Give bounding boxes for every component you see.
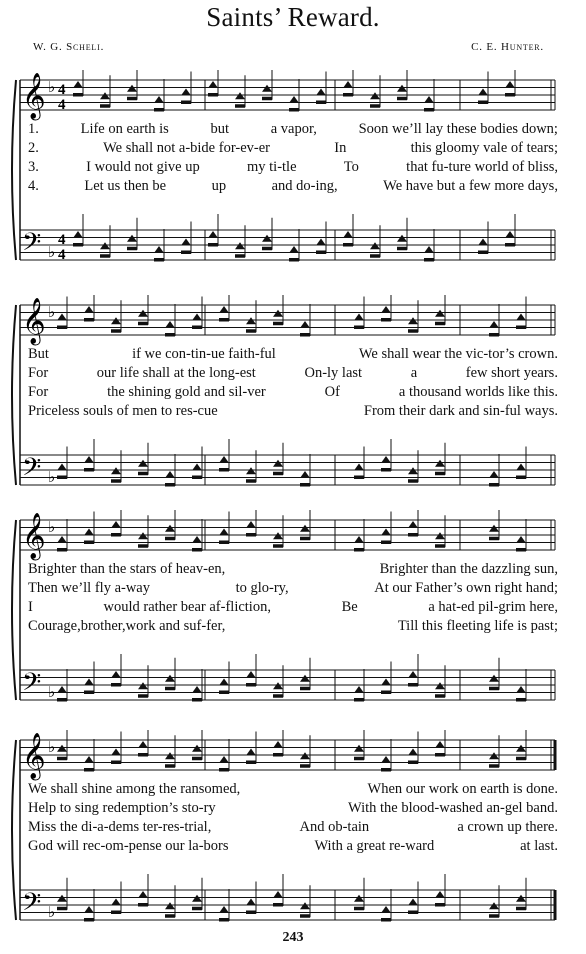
treble-clef-icon: 𝄞 (22, 733, 46, 779)
note-head (111, 317, 121, 324)
lyric-fragment: I (28, 599, 33, 615)
verse-line (28, 383, 558, 402)
lyric-fragment: 1. (28, 121, 39, 137)
note-head (192, 314, 202, 321)
note-head (381, 456, 391, 463)
note-head (435, 460, 445, 467)
note-head (370, 92, 380, 99)
treble-clef-icon: 𝄞 (22, 298, 46, 344)
note-head (262, 235, 272, 242)
verse-line (28, 177, 558, 196)
verse-line (28, 364, 558, 383)
note-head (505, 81, 515, 88)
verse-line (28, 780, 558, 799)
note-head (73, 81, 83, 88)
note-head (408, 899, 418, 906)
note-head (354, 745, 364, 752)
note-head (408, 467, 418, 474)
lyric-fragment: To (343, 159, 359, 175)
flat-key-signature-icon: ♭ (48, 468, 56, 486)
note-head (246, 671, 256, 678)
note-head (84, 456, 94, 463)
note-head (154, 96, 164, 103)
verse-line (28, 345, 558, 364)
note-head (316, 89, 326, 96)
note-head (181, 89, 191, 96)
note-head (57, 686, 67, 693)
note-head (84, 679, 94, 686)
note-head (435, 741, 445, 748)
note-head (111, 467, 121, 474)
lyric-fragment: Brighter than the dazzling sun, (379, 561, 558, 577)
note-head (84, 756, 94, 763)
lyric-fragment: I would not give up (86, 159, 200, 175)
note-head (381, 906, 391, 913)
lyric-fragment: a vapor, (270, 121, 317, 137)
note-head (435, 682, 445, 689)
flat-key-signature-icon: ♭ (48, 738, 56, 756)
note-head (397, 235, 407, 242)
lyric-fragment: 2. (28, 140, 39, 156)
flat-key-signature-icon: ♭ (48, 518, 56, 536)
note-head (192, 686, 202, 693)
lyric-fragment: at last. (520, 838, 558, 854)
verse-line (28, 139, 558, 158)
bass-staff (20, 439, 555, 488)
note-head (57, 895, 67, 902)
note-head (100, 92, 110, 99)
flat-key-signature-icon: ♭ (48, 78, 56, 96)
note-head (489, 471, 499, 478)
treble-staff (20, 70, 555, 121)
lyric-fragment: Miss the di-a-dems ter-res-trial, (28, 819, 212, 835)
lyric-fragment: Of (324, 384, 340, 400)
note-head (165, 675, 175, 682)
lyric-fragment: Let us then be (84, 178, 167, 194)
note-head (408, 749, 418, 756)
lyric-fragment: Priceless souls of men to res-cue (28, 403, 218, 419)
note-head (84, 306, 94, 313)
note-head (138, 532, 148, 539)
lyric-fragment: this gloomy vale of tears; (410, 140, 558, 156)
note-head (165, 471, 175, 478)
lyric-fragment: the shining gold and sil-ver (107, 384, 266, 400)
note-head (262, 85, 272, 92)
note-head (219, 456, 229, 463)
lyric-fragment: We shall wear the vic-tor’s crown. (358, 346, 558, 362)
note-head (219, 529, 229, 536)
note-head (343, 231, 353, 238)
note-head (354, 686, 364, 693)
svg-text:4: 4 (58, 82, 66, 98)
lyric-fragment: Then we’ll fly a-way (28, 580, 150, 596)
note-head (57, 536, 67, 543)
note-head (316, 239, 326, 246)
verse-line (28, 818, 558, 837)
bass-clef-icon: 𝄢 (22, 453, 42, 488)
bass-clef-icon: 𝄢 (22, 228, 42, 263)
note-head (127, 235, 137, 242)
lyric-fragment: And ob-tain (299, 819, 370, 835)
note-head (300, 752, 310, 759)
note-head (478, 89, 488, 96)
note-head (408, 317, 418, 324)
note-head (381, 679, 391, 686)
bass-staff (20, 654, 555, 703)
treble-staff (20, 730, 555, 781)
lyric-fragment: a thousand worlds like this. (398, 384, 558, 400)
note-head (397, 85, 407, 92)
note-head (489, 902, 499, 909)
note-head (246, 749, 256, 756)
lyric-fragment: With the blood-washed an-gel band. (347, 800, 558, 816)
lyric-fragment: a crown up there. (457, 819, 558, 835)
note-head (505, 231, 515, 238)
lyric-fragment: Help to sing redemption’s sto-ry (28, 800, 216, 816)
bass-clef-icon: 𝄢 (22, 668, 42, 703)
verse-block (28, 560, 558, 636)
note-head (489, 752, 499, 759)
note-head (219, 306, 229, 313)
note-head (300, 525, 310, 532)
lyric-fragment: Life on earth is (80, 121, 169, 137)
verse-block (28, 120, 558, 196)
note-head (127, 85, 137, 92)
lyric-fragment: For (28, 384, 49, 400)
lyric-fragment: my ti-tle (246, 159, 297, 175)
note-head (208, 231, 218, 238)
note-head (111, 671, 121, 678)
lyric-fragment: In (334, 140, 347, 156)
note-head (273, 460, 283, 467)
lyric-fragment: our life shall at the long-est (96, 365, 256, 381)
note-head (192, 745, 202, 752)
note-head (165, 752, 175, 759)
note-head (516, 895, 526, 902)
note-head (516, 536, 526, 543)
note-head (300, 471, 310, 478)
lyric-fragment: Brighter than the stars of heav-en, (28, 561, 226, 577)
verse-line (28, 402, 558, 421)
note-head (381, 529, 391, 536)
note-head (370, 242, 380, 249)
verse-line (28, 837, 558, 856)
note-head (208, 81, 218, 88)
verse-line (28, 560, 558, 579)
note-head (435, 891, 445, 898)
note-head (381, 756, 391, 763)
note-head (354, 895, 364, 902)
lyric-fragment: For (28, 365, 49, 381)
note-head (300, 675, 310, 682)
lyric-fragment: We have but a few more days, (383, 178, 558, 194)
note-head (165, 525, 175, 532)
lyric-fragment: up (211, 178, 227, 194)
bass-staff (20, 874, 555, 923)
lyricist-credit: W. G. Scheli. (33, 41, 105, 53)
note-head (246, 899, 256, 906)
note-head (219, 906, 229, 913)
note-head (246, 467, 256, 474)
note-head (219, 756, 229, 763)
lyric-fragment: 3. (28, 159, 39, 175)
svg-text:4: 4 (58, 247, 66, 263)
lyric-fragment: But (28, 346, 49, 362)
lyric-fragment: would rather bear af-fliction, (103, 599, 271, 615)
lyric-fragment: few short years. (465, 365, 558, 381)
note-head (273, 741, 283, 748)
note-head (273, 891, 283, 898)
flat-key-signature-icon: ♭ (48, 903, 56, 921)
flat-key-signature-icon: ♭ (48, 303, 56, 321)
note-head (192, 536, 202, 543)
lyric-fragment: From their dark and sin-ful ways. (363, 403, 558, 419)
note-head (235, 92, 245, 99)
note-head (111, 749, 121, 756)
composer-credit: C. E. Hunter. (471, 41, 544, 53)
lyric-fragment: Soon we’ll lay these bodies down; (358, 121, 558, 137)
note-head (408, 671, 418, 678)
note-head (354, 464, 364, 471)
note-head (435, 532, 445, 539)
lyric-fragment: Be (341, 599, 358, 615)
lyric-fragment: We shall not a-bide for-ev-er (103, 140, 270, 156)
note-head (273, 532, 283, 539)
note-head (424, 246, 434, 253)
note-head (289, 246, 299, 253)
verse-line (28, 617, 558, 636)
note-head (165, 902, 175, 909)
note-head (111, 899, 121, 906)
lyric-fragment: but (210, 121, 230, 137)
note-head (192, 464, 202, 471)
verse-line (28, 598, 558, 617)
note-head (57, 464, 67, 471)
lyric-fragment: At our Father’s own right hand; (374, 580, 558, 596)
lyric-fragment: With a great re-ward (314, 838, 435, 854)
note-head (84, 529, 94, 536)
lyric-fragment: When our work on earth is done. (367, 781, 558, 797)
note-head (246, 317, 256, 324)
note-head (219, 679, 229, 686)
lyric-fragment: God will rec-om-pense our la-bors (28, 838, 229, 854)
note-head (516, 686, 526, 693)
lyric-fragment: We shall shine among the ransomed, (28, 781, 241, 797)
note-head (354, 536, 364, 543)
hymn-title: Saints’ Reward. (206, 2, 380, 32)
note-head (516, 745, 526, 752)
verse-line (28, 158, 558, 177)
lyric-fragment: On-ly last (304, 365, 363, 381)
note-head (408, 521, 418, 528)
lyric-fragment: that fu-ture world of bliss, (406, 159, 558, 175)
note-head (192, 895, 202, 902)
verse-line (28, 120, 558, 139)
note-head (354, 314, 364, 321)
note-head (84, 906, 94, 913)
note-head (138, 460, 148, 467)
lyric-fragment: 4. (28, 178, 39, 194)
page-number: 243 (282, 930, 304, 945)
verse-line (28, 799, 558, 818)
verse-block (28, 345, 558, 421)
note-head (235, 242, 245, 249)
bass-clef-icon: 𝄢 (22, 888, 42, 923)
note-head (138, 310, 148, 317)
note-head (138, 682, 148, 689)
note-head (343, 81, 353, 88)
note-head (181, 239, 191, 246)
note-head (273, 310, 283, 317)
note-head (138, 741, 148, 748)
note-head (246, 521, 256, 528)
treble-clef-icon: 𝄞 (22, 513, 46, 559)
note-head (57, 314, 67, 321)
note-head (111, 521, 121, 528)
note-head (300, 902, 310, 909)
note-head (489, 675, 499, 682)
verse-block (28, 780, 558, 856)
note-head (289, 96, 299, 103)
svg-text:4: 4 (58, 97, 66, 113)
note-head (100, 242, 110, 249)
flat-key-signature-icon: ♭ (48, 683, 56, 701)
note-head (435, 310, 445, 317)
flat-key-signature-icon: ♭ (48, 243, 56, 261)
note-head (154, 246, 164, 253)
lyric-fragment: a hat-ed pil-grim here, (428, 599, 558, 615)
note-head (381, 306, 391, 313)
lyric-fragment: Courage,brother,work and suf-fer, (28, 618, 226, 634)
note-head (300, 321, 310, 328)
note-head (478, 239, 488, 246)
lyric-fragment: if we con-tin-ue faith-ful (132, 346, 276, 362)
note-head (165, 321, 175, 328)
lyric-fragment: a (410, 365, 418, 381)
note-head (138, 891, 148, 898)
lyric-fragment: and do-ing, (271, 178, 338, 194)
lyric-fragment: to glo-ry, (235, 580, 289, 596)
bass-staff (20, 214, 555, 263)
treble-clef-icon: 𝄞 (22, 73, 46, 119)
verse-line (28, 579, 558, 598)
treble-staff (20, 510, 555, 561)
note-head (73, 231, 83, 238)
note-head (489, 525, 499, 532)
note-head (516, 464, 526, 471)
note-head (424, 96, 434, 103)
svg-text:4: 4 (58, 232, 66, 248)
treble-staff (20, 295, 555, 346)
note-head (57, 745, 67, 752)
note-head (516, 314, 526, 321)
note-head (489, 321, 499, 328)
note-head (273, 682, 283, 689)
lyric-fragment: Till this fleeting life is past; (397, 618, 558, 634)
